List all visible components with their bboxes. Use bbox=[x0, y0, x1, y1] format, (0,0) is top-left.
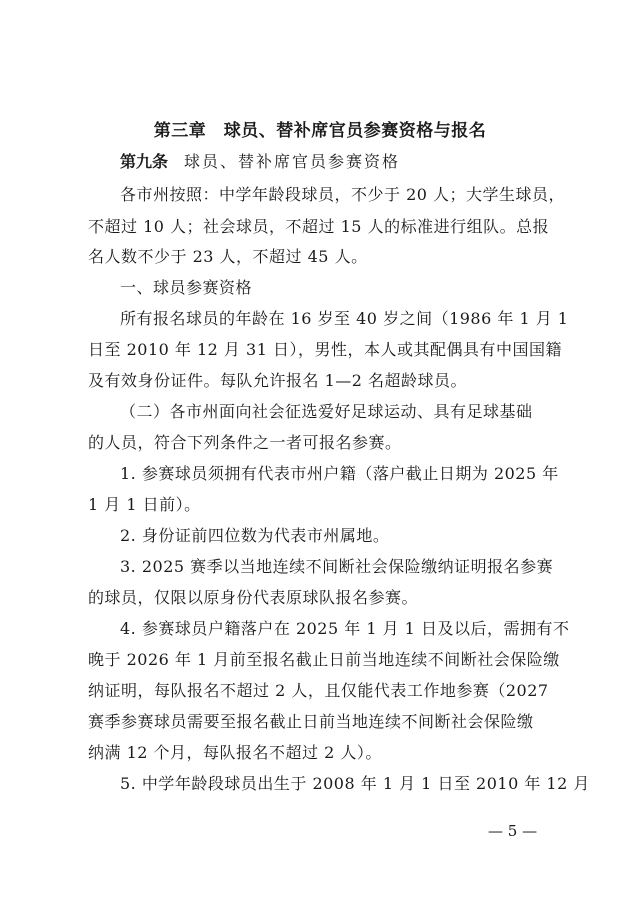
list-item-line: 1. 参赛球员须拥有代表市州户籍（落户截止日期为 2025 年 bbox=[120, 464, 559, 483]
page-number: — 5 — bbox=[488, 822, 538, 840]
paragraph-line: 日至 2010 年 12 月 31 日），男性，本人或其配偶具有中国国籍 bbox=[88, 340, 562, 359]
list-item-line: 纳满 12 个月，每队报名不超过 2 人）。 bbox=[88, 743, 382, 762]
paragraph-line: 各市州按照：中学年龄段球员，不少于 20 人；大学生球员， bbox=[120, 185, 566, 204]
list-item-line: 1 月 1 日前）。 bbox=[88, 495, 201, 514]
list-item-line: 5. 中学年龄段球员出生于 2008 年 1 月 1 日至 2010 年 12 月 bbox=[120, 774, 590, 793]
paragraph-line: 名人数不少于 23 人，不超过 45 人。 bbox=[88, 247, 368, 266]
paragraph-line: 及有效身份证件。每队允许报名 1—2 名超龄球员。 bbox=[88, 371, 468, 390]
paragraph-line: 的人员，符合下列条件之一者可报名参赛。 bbox=[88, 433, 402, 452]
list-item-line: 4. 参赛球员户籍落户在 2025 年 1 月 1 日及以后，需拥有不 bbox=[120, 619, 570, 638]
list-item-line: 2. 身份证前四位数为代表市州属地。 bbox=[120, 526, 390, 545]
section-heading: 一、球员参赛资格 bbox=[120, 278, 253, 297]
list-item-line: 的球员，仅限以原身份代表原球队报名参赛。 bbox=[88, 588, 419, 607]
paragraph-line: 所有报名球员的年龄在 16 岁至 40 岁之间（1986 年 1 月 1 bbox=[120, 309, 569, 328]
chapter-title: 第三章 球员、替补席官员参赛资格与报名 bbox=[153, 121, 487, 141]
list-item-line: 纳证明，每队报名不超过 2 人，且仅能代表工作地参赛（2027 bbox=[88, 681, 549, 700]
list-item-line: 3. 2025 赛季以当地连续不间断社会保险缴纳证明报名参赛 bbox=[120, 557, 554, 576]
list-item-line: 晚于 2026 年 1 月前至报名截止日前当地连续不间断社会保险缴 bbox=[88, 650, 560, 669]
article-heading bbox=[120, 149, 400, 172]
article-number: 第九条 bbox=[120, 152, 169, 171]
article-title: 球员、替补席官员参赛资格 bbox=[184, 152, 401, 171]
paragraph-line: （二）各市州面向社会征选爱好足球运动、具有足球基础 bbox=[120, 402, 533, 421]
paragraph-line: 不超过 10 人；社会球员，不超过 15 人的标准进行组队。总报 bbox=[88, 217, 550, 236]
list-item-line: 赛季参赛球员需要至报名截止日前当地连续不间断社会保险缴 bbox=[88, 712, 534, 731]
